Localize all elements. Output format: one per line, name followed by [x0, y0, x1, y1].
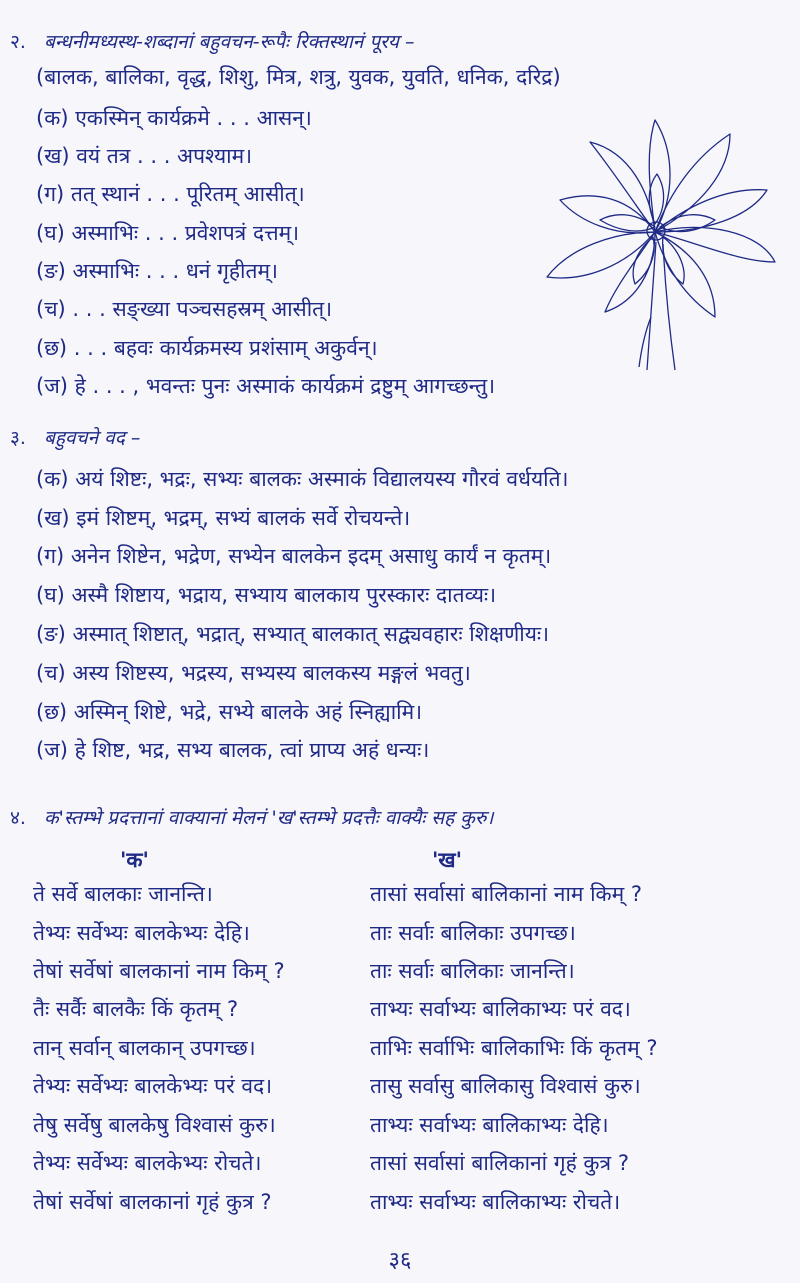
column-a-row: तान् सर्वान् बालकान् उपगच्छ। — [33, 1036, 256, 1060]
section-4-number: ४. — [10, 807, 26, 829]
column-b-row: ताभिः सर्वाभिः बालिकाभिः किं कृतम् ? — [370, 1036, 658, 1060]
section-2-item: (ग) तत् स्थानं . . . पूरितम् आसीत्। — [36, 182, 305, 206]
section-4-heading-text: क'स्तम्भे प्रदत्तानां वाक्यानां मेलनं 'ख'स्तम्भे प्रदत्तैः वाक्यैः सह कुरु। — [44, 807, 494, 829]
section-2-number: २. — [10, 31, 26, 53]
column-b-row: तासां सर्वासां बालिकानां नाम किम् ? — [370, 882, 643, 906]
column-a-row: तेभ्यः सर्वेभ्यः बालकेभ्यः रोचते। — [33, 1151, 262, 1175]
section-2-item: (घ) अस्माभिः . . . प्रवेशपत्रं दत्तम्। — [36, 221, 300, 245]
section-3-item: (ख) इमं शिष्टम्, भद्रम्, सभ्यं बालकं सर्वे रोचयन्ते। — [36, 506, 411, 530]
section-2-item: (छ) . . . बहवः कार्यक्रमस्य प्रशंसाम् अकुर्वन्। — [36, 336, 378, 360]
column-a-row: ते सर्वे बालकाः जानन्ति। — [33, 882, 213, 906]
column-a-heading: 'क' — [120, 848, 149, 872]
column-b-row: ताः सर्वाः बालिकाः जानन्ति। — [370, 959, 575, 983]
column-a-row: तेषु सर्वेषु बालकेषु विश्वासं कुरु। — [33, 1113, 276, 1137]
section-2-item: (च) . . . सङ्ख्या पञ्चसहस्रम् आसीत्। — [36, 297, 333, 321]
column-a-row: तेषां सर्वेषां बालकानां गृहं कुत्र ? — [33, 1190, 272, 1214]
section-3-item: (घ) अस्मै शिष्टाय, भद्राय, सभ्याय बालकाय पुरस्कारः दातव्यः। — [36, 583, 497, 607]
section-3-item: (ज) हे शिष्ट, भद्र, सभ्य बालक, त्वां प्राप्य अहं धन्यः। — [36, 738, 430, 762]
column-b-row: ताः सर्वाः बालिकाः उपगच्छ। — [370, 921, 576, 945]
column-a-row: तैः सर्वैः बालकैः किं कृतम् ? — [33, 997, 239, 1021]
column-b-row: तासां सर्वासां बालिकानां गृहं कुत्र ? — [370, 1151, 629, 1175]
section-3-item: (च) अस्य शिष्टस्य, भद्रस्य, सभ्यस्य बालकस्य मङ्गलं भवतु। — [36, 661, 471, 685]
section-3-heading — [10, 429, 140, 448]
section-2-heading-text: बन्धनीमध्यस्थ-शब्दानां बहुवचन-रूपैः रिक्तस्थानं पूरय – — [44, 31, 415, 53]
section-4-heading — [10, 809, 493, 828]
column-b-heading: 'ख' — [432, 848, 463, 872]
section-2-word-bank: (बालक, बालिका, वृद्ध, शिशु, मित्र, शत्रु, युवक, युवति, धनिक, दरिद्र) — [36, 65, 561, 89]
column-a-row: तेभ्यः सर्वेभ्यः बालकेभ्यः देहि। — [33, 921, 250, 945]
column-a-row: तेषां सर्वेषां बालकानां नाम किम् ? — [33, 959, 285, 983]
section-3-item: (ग) अनेन शिष्टेन, भद्रेण, सभ्येन बालकेन इदम् असाधु कार्यं न कृतम्। — [36, 544, 552, 568]
section-2-item: (ख) वयं तत्र . . . अपश्याम। — [36, 144, 253, 168]
section-3-item: (छ) अस्मिन् शिष्टे, भद्रे, सभ्ये बालके अहं स्निह्यामि। — [36, 700, 423, 724]
column-a-row: तेभ्यः सर्वेभ्यः बालकेभ्यः परं वद। — [33, 1074, 273, 1098]
section-3-item: (क) अयं शिष्टः, भद्रः, सभ्यः बालकः अस्माकं विद्यालयस्य गौरवं वर्धयति। — [36, 467, 569, 491]
page-number: ३६ — [388, 1248, 412, 1273]
column-b-row: ताभ्यः सर्वाभ्यः बालिकाभ्यः देहि। — [370, 1113, 609, 1137]
flower-illustration — [535, 112, 790, 372]
section-3-item: (ङ) अस्मात् शिष्टात्, भद्रात्, सभ्यात् बालकात् सद्व्यवहारः शिक्षणीयः। — [36, 622, 550, 646]
section-3-heading-text: बहुवचने वद – — [44, 427, 141, 449]
section-2-item: (ङ) अस्माभिः . . . धनं गृहीतम्। — [36, 259, 278, 283]
section-3-number: ३. — [10, 427, 26, 449]
column-b-row: ताभ्यः सर्वाभ्यः बालिकाभ्यः रोचते। — [370, 1190, 621, 1214]
column-b-row: तासु सर्वासु बालिकासु विश्वासं कुरु। — [370, 1074, 641, 1098]
section-2-item: (ज) हे . . . , भवन्तः पुनः अस्माकं कार्यक्रमं द्रष्टुम् आगच्छन्तु। — [36, 374, 496, 398]
column-b-row: ताभ्यः सर्वाभ्यः बालिकाभ्यः परं वद। — [370, 997, 631, 1021]
section-2-heading — [10, 33, 414, 52]
section-2-item: (क) एकस्मिन् कार्यक्रमे . . . आसन्। — [36, 106, 312, 130]
